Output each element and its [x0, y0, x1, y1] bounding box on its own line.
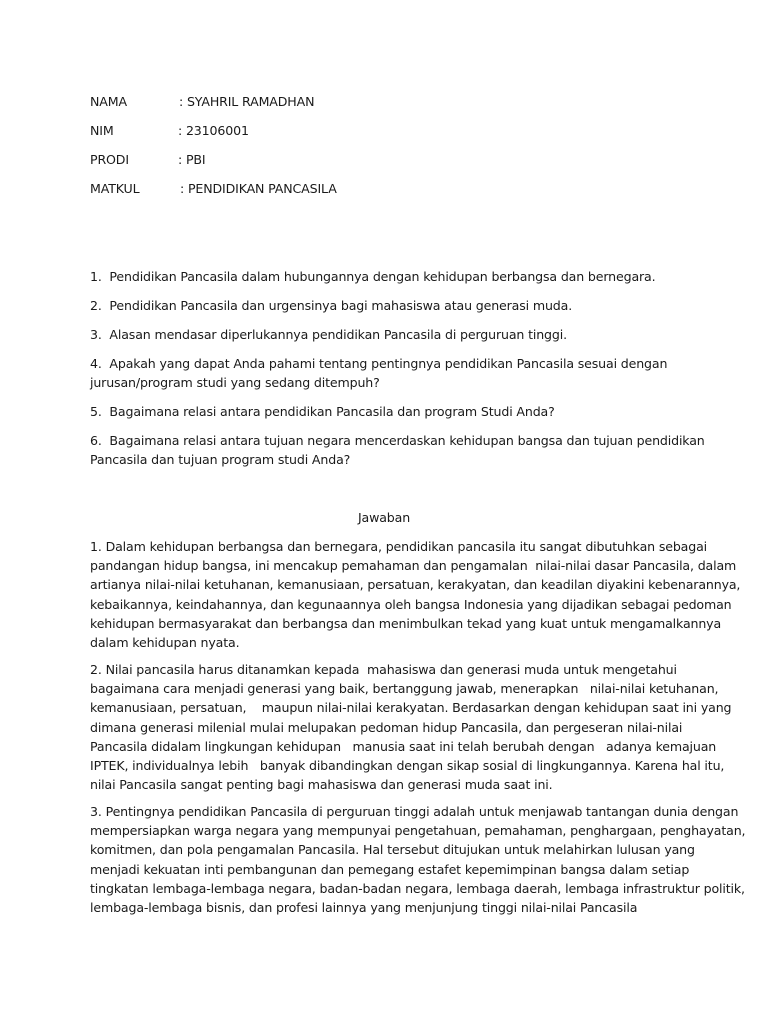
- answer-line: tingkatan lembaga-lembaga negara, badan-badan negara, lembaga daerah, lembaga infrastruktur politik,: [90, 880, 745, 896]
- answer-line: komitmen, dan pola pengamalan Pancasila. Hal tersebut ditujukan untuk melahirkan lulusan yang: [90, 842, 695, 858]
- info-value: : PENDIDIKAN PANCASILA: [180, 181, 337, 196]
- answer-line: Pancasila didalam lingkungan kehidupan manusia saat ini telah berubah dengan adanya kemajuan: [90, 738, 717, 754]
- answer-line: lembaga-lembaga bisnis, dan profesi lainnya yang menjunjung tinggi nilai-nilai Pancasila: [90, 900, 638, 916]
- answer-paragraph: [90, 802, 746, 917]
- question-line: 6. Bagaimana relasi antara tujuan negara mencerdaskan kehidupan bangsa dan tujuan pendidikan: [90, 433, 705, 448]
- question-item: [90, 354, 690, 392]
- answer-line: 2. Nilai pancasila harus ditanamkan kepada mahasiswa dan generasi muda untuk mengetahui: [90, 662, 677, 677]
- info-label: PRODI: [90, 152, 129, 167]
- question-line: Pancasila dan tujuan program studi Anda?: [90, 452, 351, 468]
- question-line: jurusan/program studi yang sedang ditempuh?: [90, 375, 380, 391]
- answers-heading: Jawaban: [357, 510, 411, 525]
- answer-paragraph: [90, 660, 732, 794]
- info-label: MATKUL: [90, 181, 140, 196]
- question-item: [90, 431, 705, 469]
- info-value: : PBI: [178, 152, 206, 167]
- answer-line: pandangan hidup bangsa, ini mencakup pemahaman dan pengamalan nilai-nilai dasar Pancasila, dalam: [90, 558, 737, 574]
- answer-line: nilai Pancasila sangat penting bagi mahasiswa dan generasi muda saat ini.: [90, 777, 553, 793]
- answer-line: artianya nilai-nilai ketuhanan, kemanusiaan, persatuan, kerakyatan, dan keadilan diyakini kebenarannya,: [90, 577, 741, 593]
- question-line: 3. Alasan mendasar diperlukannya pendidikan Pancasila di perguruan tinggi.: [90, 327, 567, 342]
- answer-line: 1. Dalam kehidupan berbangsa dan bernegara, pendidikan pancasila itu sangat dibutuhkan sebagai: [90, 539, 708, 554]
- answer-line: kehidupan bermasyarakat dan berbangsa dan menimbulkan tekad yang kuat untuk mengamalkannya: [90, 615, 722, 631]
- answer-line: bagaimana cara menjadi generasi yang baik, bertanggung jawab, menerapkan nilai-nilai ketuhanan,: [90, 681, 719, 697]
- question-item: [90, 267, 690, 286]
- info-label: NIM: [90, 123, 114, 138]
- question-item: [90, 296, 690, 315]
- answer-line: menjadi kekuatan inti pembangunan dan pemegang estafet kepemimpinan bangsa dalam setiap: [90, 861, 690, 877]
- answer-line: 3. Pentingnya pendidikan Pancasila di perguruan tinggi adalah untuk menjawab tantangan dunia dengan: [90, 804, 739, 819]
- answer-line: mempersiapkan warga negara yang mempunyai pengetahuan, pemahaman, penghargaan, penghayatan,: [90, 823, 746, 839]
- answer-line: dimana generasi milenial mulai melupakan pedoman hidup Pancasila, dan pergeseran nilai-nilai: [90, 719, 683, 735]
- question-line: 5. Bagaimana relasi antara pendidikan Pancasila dan program Studi Anda?: [90, 404, 555, 419]
- answer-line: IPTEK, individualnya lebih banyak dibandingkan dengan sikap sosial di lingkungannya. Karena hal itu,: [90, 758, 725, 774]
- question-line: 1. Pendidikan Pancasila dalam hubungannya dengan kehidupan berbangsa dan bernegara.: [90, 269, 656, 284]
- question-line: 4. Apakah yang dapat Anda pahami tentang pentingnya pendidikan Pancasila sesuai dengan: [90, 356, 668, 371]
- answer-paragraph: [90, 537, 741, 652]
- question-item: [90, 325, 690, 344]
- answer-line: dalam kehidupan nyata.: [90, 635, 240, 651]
- info-value: : SYAHRIL RAMADHAN: [179, 94, 315, 109]
- answer-line: kemanusiaan, persatuan, maupun nilai-nilai kerakyatan. Berdasarkan dengan kehidupan saat ini yang: [90, 700, 732, 716]
- question-line: 2. Pendidikan Pancasila dan urgensinya bagi mahasiswa atau generasi muda.: [90, 298, 573, 313]
- info-label: NAMA: [90, 94, 127, 109]
- info-value: : 23106001: [178, 123, 249, 138]
- question-item: [90, 402, 690, 421]
- answer-line: kebaikannya, keindahannya, dan kegunaannya oleh bangsa Indonesia yang dijadikan sebagai pedoman: [90, 596, 732, 612]
